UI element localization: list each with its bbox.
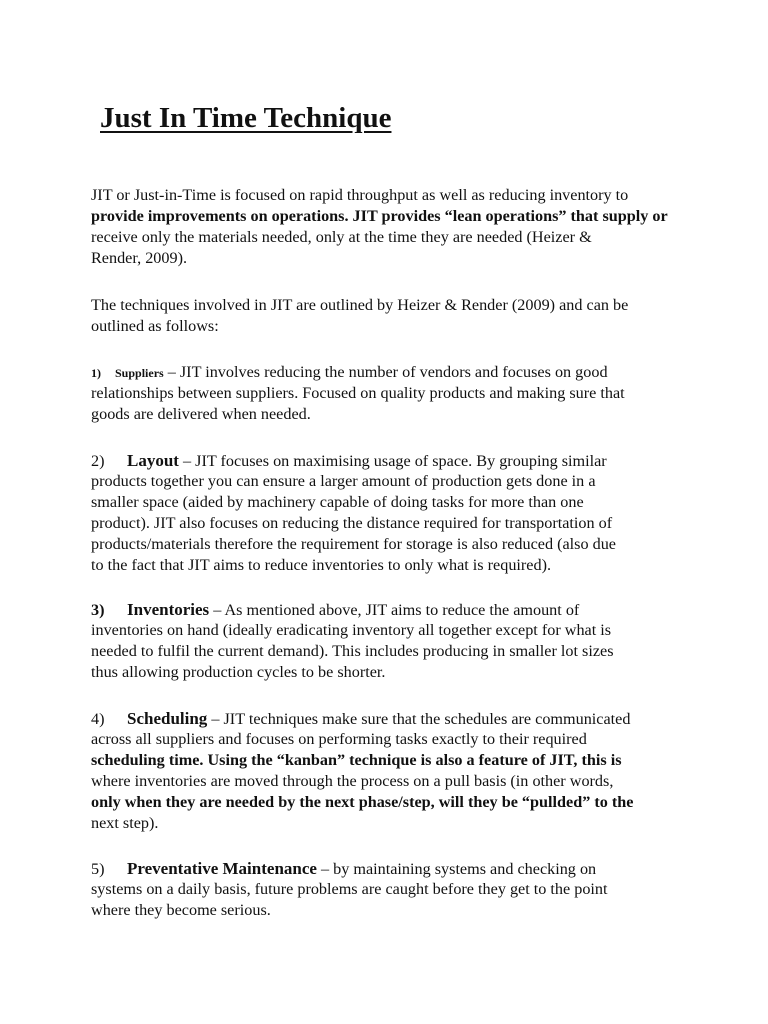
intro-line: provide improvements on operations. JIT provides “lean operations” that supply or: [91, 207, 668, 225]
list-item-text: – JIT techniques make sure that the schedules are communicated: [207, 710, 631, 728]
list-item-line: goods are delivered when needed.: [91, 405, 311, 423]
techniques-line: The techniques involved in JIT are outlined by Heizer & Render (2009) and can be: [91, 296, 629, 314]
list-item-text: – JIT involves reducing the number of vendors and focuses on good: [163, 363, 608, 381]
list-item-label: Suppliers: [115, 366, 164, 380]
list-item-line: only when they are needed by the next phase/step, will they be “pullded” to the: [91, 793, 634, 811]
list-item-line: thus allowing production cycles to be shorter.: [91, 663, 386, 681]
list-item-number: 4): [91, 710, 105, 728]
list-item-line: where inventories are moved through the process on a pull basis (in other words,: [91, 772, 614, 790]
list-item-line: products together you can ensure a larger amount of production gets done in a: [91, 472, 596, 490]
list-item-line: scheduling time. Using the “kanban” technique is also a feature of JIT, this is: [91, 751, 622, 769]
list-item-scheduling: [91, 708, 691, 834]
list-item-line: where they become serious.: [91, 901, 271, 919]
list-item-line: to the fact that JIT aims to reduce inventories to only what is required).: [91, 556, 552, 574]
list-item-label: Scheduling: [127, 709, 208, 728]
intro-paragraph: [91, 185, 691, 269]
document-title: Just In Time Technique: [100, 102, 392, 134]
list-item-line: next step).: [91, 814, 159, 832]
list-item-text: – As mentioned above, JIT aims to reduce the amount of: [209, 601, 580, 619]
techniques-paragraph: [91, 295, 691, 337]
list-item-number: 1): [91, 366, 101, 380]
intro-line: receive only the materials needed, only at the time they are needed (Heizer &: [91, 228, 592, 246]
list-item-layout: [91, 450, 691, 576]
list-item-inventories: [91, 599, 691, 683]
list-item-line: smaller space (aided by machinery capable of doing tasks for more than one: [91, 493, 584, 511]
list-item-label: Preventative Maintenance: [127, 859, 317, 878]
list-item-first-line: [91, 362, 691, 383]
list-item-label: Inventories: [127, 600, 210, 619]
list-item-line: relationships between suppliers. Focused on quality products and making sure that: [91, 384, 625, 402]
list-item-first-line: [91, 858, 691, 879]
techniques-line: outlined as follows:: [91, 317, 219, 335]
list-item-line: products/materials therefore the requirement for storage is also reduced (also due: [91, 535, 616, 553]
list-item-preventative-maintenance: [91, 858, 691, 921]
list-item-first-line: [91, 599, 691, 620]
list-item-text: – JIT focuses on maximising usage of space. By grouping similar: [178, 452, 607, 470]
list-item-suppliers: [91, 362, 691, 425]
intro-line: Render, 2009).: [91, 249, 188, 267]
list-item-line: across all suppliers and focuses on performing tasks exactly to their required: [91, 730, 587, 748]
list-item-line: needed to fulfil the current demand). This includes producing in smaller lot sizes: [91, 642, 614, 660]
intro-line: JIT or Just-in-Time is focused on rapid throughput as well as reducing inventory to: [91, 186, 629, 204]
list-item-line: inventories on hand (ideally eradicating inventory all together except for what is: [91, 621, 612, 639]
list-item-line: systems on a daily basis, future problems are caught before they get to the point: [91, 880, 608, 898]
list-item-first-line: [91, 450, 691, 471]
list-item-number: 3): [91, 601, 105, 619]
list-item-number: 2): [91, 452, 105, 470]
list-item-number: 5): [91, 860, 105, 878]
list-item-text: – by maintaining systems and checking on: [316, 860, 597, 878]
list-item-first-line: [91, 708, 691, 729]
list-item-label: Layout: [127, 451, 179, 470]
list-item-line: product). JIT also focuses on reducing the distance required for transportation of: [91, 514, 613, 532]
